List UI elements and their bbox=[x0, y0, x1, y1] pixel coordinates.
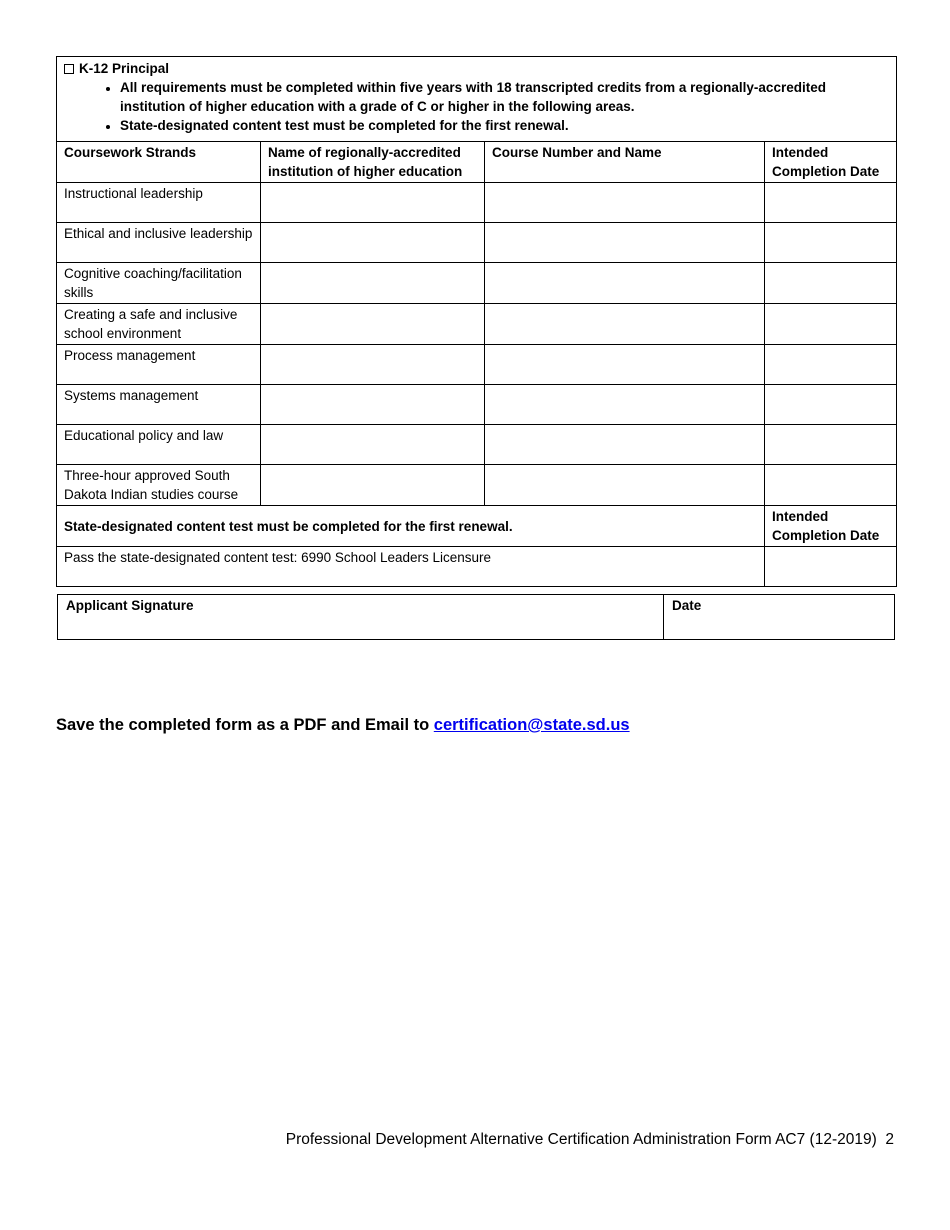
date-input-cell[interactable] bbox=[765, 263, 897, 304]
header-coursework-strands: Coursework Strands bbox=[57, 142, 261, 183]
section-title-label: K-12 Principal bbox=[79, 61, 170, 76]
course-input-cell[interactable] bbox=[485, 465, 765, 506]
course-input-cell[interactable] bbox=[485, 304, 765, 345]
content-test-date-input-cell[interactable] bbox=[765, 547, 897, 587]
certification-email-link[interactable]: certification@state.sd.us bbox=[433, 716, 630, 734]
course-input-cell[interactable] bbox=[485, 223, 765, 263]
page-footer bbox=[286, 1131, 894, 1149]
requirements-list bbox=[64, 78, 889, 135]
applicant-signature-label: Applicant Signature bbox=[66, 598, 194, 613]
table-row bbox=[57, 183, 897, 223]
date-input-cell[interactable] bbox=[765, 183, 897, 223]
k12-principal-form-table bbox=[56, 56, 897, 587]
signature-table bbox=[57, 594, 895, 640]
strand-cell: Instructional leadership bbox=[57, 183, 261, 223]
strand-cell: Three-hour approved South Dakota Indian studies course bbox=[57, 465, 261, 506]
content-test-header-row bbox=[57, 506, 897, 547]
footer-form-name: Professional Development Alternative Certification Administration Form AC7 (12-2019) bbox=[285, 1131, 877, 1148]
date-input-cell[interactable] bbox=[765, 345, 897, 385]
table-row bbox=[57, 345, 897, 385]
institution-input-cell[interactable] bbox=[261, 263, 485, 304]
section-intro-row bbox=[57, 57, 897, 142]
table-row bbox=[57, 263, 897, 304]
section-title bbox=[64, 59, 889, 78]
table-row bbox=[57, 465, 897, 506]
course-input-cell[interactable] bbox=[485, 183, 765, 223]
signature-date-label: Date bbox=[672, 598, 702, 613]
date-input-cell[interactable] bbox=[765, 425, 897, 465]
save-instructions-text: Save the completed form as a PDF and Email to bbox=[56, 716, 430, 734]
table-row bbox=[57, 223, 897, 263]
content-test-row bbox=[57, 547, 897, 587]
k12-principal-checkbox[interactable] bbox=[64, 64, 74, 74]
strand-cell: Creating a safe and inclusive school environment bbox=[57, 304, 261, 345]
save-instructions bbox=[56, 716, 630, 735]
strand-cell: Cognitive coaching/facilitation skills bbox=[57, 263, 261, 304]
footer-page-number: 2 bbox=[885, 1131, 894, 1148]
strand-cell: Ethical and inclusive leadership bbox=[57, 223, 261, 263]
date-input-cell[interactable] bbox=[765, 465, 897, 506]
strand-cell: Process management bbox=[57, 345, 261, 385]
table-row bbox=[57, 304, 897, 345]
date-input-cell[interactable] bbox=[765, 304, 897, 345]
signature-date-field[interactable] bbox=[664, 595, 895, 640]
institution-input-cell[interactable] bbox=[261, 304, 485, 345]
institution-input-cell[interactable] bbox=[261, 345, 485, 385]
date-input-cell[interactable] bbox=[765, 223, 897, 263]
table-row bbox=[57, 385, 897, 425]
institution-input-cell[interactable] bbox=[261, 183, 485, 223]
table-row bbox=[57, 425, 897, 465]
header-institution: Name of regionally-accredited institution of higher education bbox=[261, 142, 485, 183]
content-test-requirement: Pass the state-designated content test: 6990 School Leaders Licensure bbox=[57, 547, 765, 587]
signature-row bbox=[58, 595, 895, 640]
section-intro bbox=[57, 57, 897, 142]
institution-input-cell[interactable] bbox=[261, 465, 485, 506]
requirement-item: • State-designated content test must be completed for the first renewal. bbox=[120, 116, 889, 135]
requirement-item: • All requirements must be completed within five years with 18 transcripted credits from a regionally-accredited institution of higher education with a grade of C or higher in the following areas. bbox=[120, 78, 889, 116]
header-course-number-name: Course Number and Name bbox=[485, 142, 765, 183]
institution-input-cell[interactable] bbox=[261, 385, 485, 425]
institution-input-cell[interactable] bbox=[261, 223, 485, 263]
institution-input-cell[interactable] bbox=[261, 425, 485, 465]
applicant-signature-field[interactable] bbox=[58, 595, 664, 640]
header-completion-date: Intended Completion Date bbox=[765, 142, 897, 183]
content-test-header: State-designated content test must be completed for the first renewal. bbox=[57, 506, 765, 547]
course-input-cell[interactable] bbox=[485, 425, 765, 465]
course-input-cell[interactable] bbox=[485, 345, 765, 385]
course-input-cell[interactable] bbox=[485, 385, 765, 425]
content-test-date-header: Intended Completion Date bbox=[765, 506, 897, 547]
strand-cell: Educational policy and law bbox=[57, 425, 261, 465]
column-header-row bbox=[57, 142, 897, 183]
strand-cell: Systems management bbox=[57, 385, 261, 425]
course-input-cell[interactable] bbox=[485, 263, 765, 304]
date-input-cell[interactable] bbox=[765, 385, 897, 425]
